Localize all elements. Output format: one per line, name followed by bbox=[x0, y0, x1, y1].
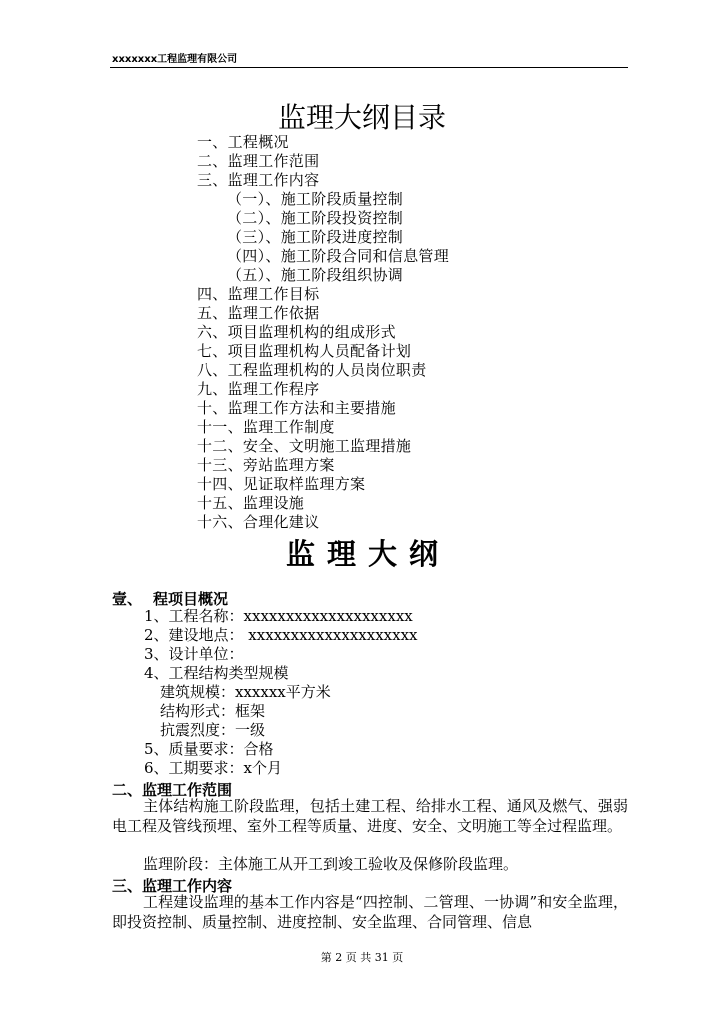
company-header: xxxxxxx工程监理有限公司 bbox=[112, 54, 238, 65]
toc-item: 一、工程概况 bbox=[197, 133, 289, 151]
toc-subitem: （三）、施工阶段进度控制 bbox=[227, 228, 404, 246]
building-scale-line: 建筑规模：xxxxxx平方米 bbox=[160, 683, 331, 701]
project-name-line: 1、工程名称：xxxxxxxxxxxxxxxxxxxx bbox=[144, 607, 413, 625]
header-divider bbox=[110, 67, 628, 68]
toc-item: 九、监理工作程序 bbox=[197, 380, 320, 398]
toc-item: 十二、安全、文明施工监理措施 bbox=[197, 437, 412, 455]
toc-item: 十三、旁站监理方案 bbox=[197, 456, 335, 474]
section-3-paragraph: 工程建设监理的基本工作内容是“四控制、二管理、一协调”和安全监理，即投资控制、质量控制、进度控制、安全监理、合同管理、信息 bbox=[112, 893, 628, 931]
toc-item: 十六、合理化建议 bbox=[197, 513, 320, 531]
table-of-contents bbox=[197, 133, 449, 532]
outline-title: 监理大纲 bbox=[285, 537, 450, 571]
toc-item: 十一、监理工作制度 bbox=[197, 418, 335, 436]
toc-title: 监理大纲目录 bbox=[277, 101, 446, 134]
location-line: 2、建设地点： xxxxxxxxxxxxxxxxxxxx bbox=[144, 626, 418, 644]
toc-item: 五、监理工作依据 bbox=[197, 304, 320, 322]
quality-line: 5、质量要求：合格 bbox=[144, 740, 274, 758]
toc-item: 六、项目监理机构的组成形式 bbox=[197, 323, 396, 341]
toc-subitem: （二）、施工阶段投资控制 bbox=[227, 209, 404, 227]
seismic-line: 抗震烈度：一级 bbox=[160, 721, 266, 739]
toc-item: 八、工程监理机构的人员岗位职责 bbox=[197, 361, 427, 379]
toc-subitem: （四）、施工阶段合同和信息管理 bbox=[227, 247, 450, 265]
toc-item: 十五、监理设施 bbox=[197, 494, 305, 512]
toc-item: 七、项目监理机构人员配备计划 bbox=[197, 342, 412, 360]
section-2-paragraph: 监理阶段：主体施工从开工到竣工验收及保修阶段监理。 bbox=[143, 855, 519, 873]
schedule-line: 6、工期要求：x个月 bbox=[144, 759, 283, 777]
section-1-number: 壹、 bbox=[112, 590, 143, 608]
toc-item: 十四、见证取样监理方案 bbox=[197, 475, 366, 493]
page-number: 第 2 页 共 31 页 bbox=[320, 951, 404, 964]
toc-item: 三、监理工作内容 bbox=[197, 171, 320, 189]
toc-subitem: （五）、施工阶段组织协调 bbox=[227, 266, 404, 284]
section-2-title: 二、监理工作范围 bbox=[112, 781, 233, 799]
toc-item: 二、监理工作范围 bbox=[197, 152, 320, 170]
section-2-paragraph: 主体结构施工阶段监理，包括土建工程、给排水工程、通风及燃气、强弱电工程及管线预埋、室外工程等质量、进度、安全、文明施工等全过程监理。 bbox=[112, 797, 628, 835]
structure-type-line: 4、工程结构类型规模 bbox=[144, 664, 289, 682]
designer-line: 3、设计单位： bbox=[144, 645, 244, 663]
structure-form-line: 结构形式：框架 bbox=[160, 702, 266, 720]
toc-item: 十、监理工作方法和主要措施 bbox=[197, 399, 396, 417]
toc-item: 四、监理工作目标 bbox=[197, 285, 320, 303]
section-1-title: 程项目概况 bbox=[153, 590, 229, 608]
section-3-title: 三、监理工作内容 bbox=[112, 877, 233, 895]
toc-subitem: （一）、施工阶段质量控制 bbox=[227, 190, 404, 208]
